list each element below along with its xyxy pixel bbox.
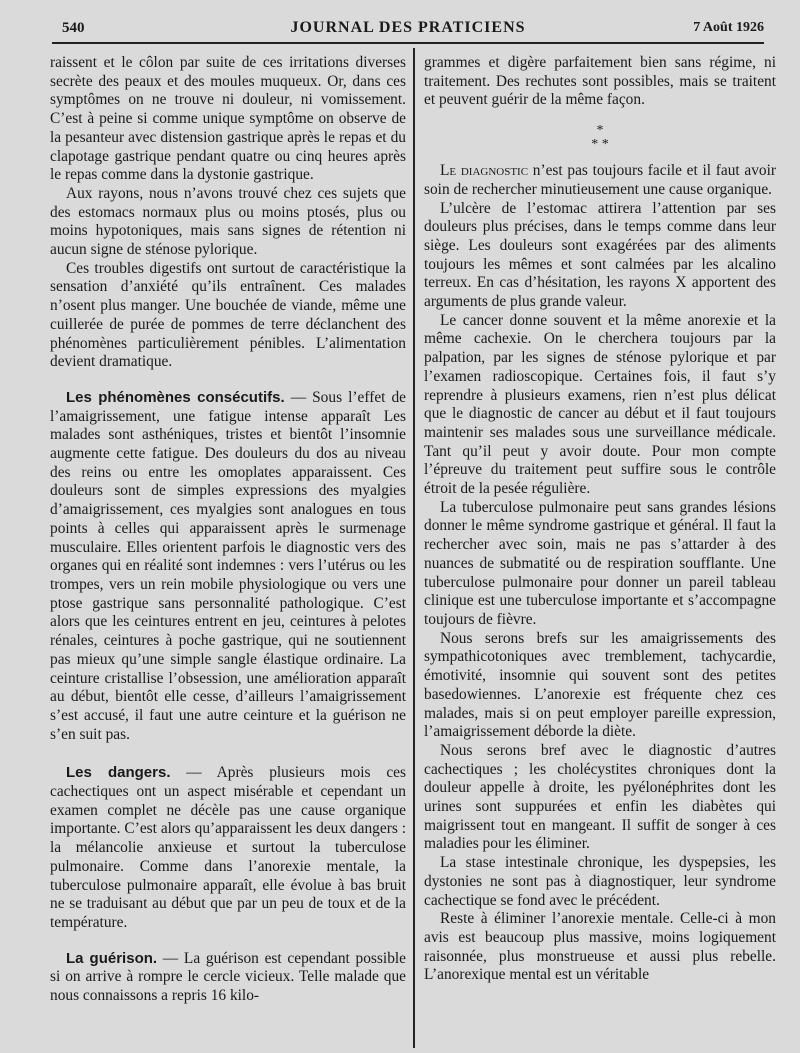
section-lead: Le diagnostic [440, 162, 529, 180]
section-text: — La guérison est cependant possible si on arrive à rompre le cercle vicieux. Telle malade que nous connaissons a repris 16 kilo- [50, 949, 406, 1005]
paragraph: Aux rayons, nous n’avons trouvé chez ces sujets que des estomacs normaux plus ou moins ptosés, plus ou moins hypotoniques, mais sans signes de rétention ni aucun signe de sténose pylorique. [50, 184, 406, 259]
paragraph: raissent et le côlon par suite de ces irritations diverses secrète des peaux et des moules muqueux. Or, dans ces symptômes on ne trouve ni douleur, ni vomissement. C’est à peine si comme unique symptôme on observe de la pesanteur avec distension gastrique après le repas et du clapotage gastrique pendant quatre ou cinq heures après le repas comme dans la dystonie gastrique. [50, 54, 406, 184]
section-text: — Sous l’effet de l’amaigrissement, une fatigue intense apparaît Les malades sont asthéniques, tristes et bientôt l’insomnie augmente cette fatigue. Des douleurs du dos au niveau des reins ou entre les omoplates apparaissent. Ces douleurs sont de simples expressions des myalgies d’amaigrissement, ces myalgies sont analogues en tous points à celles qui apparaissent après le surmenage musculaire. Elles orientent parfois le diagnostic vers des organes qui en réalité sont indemnes : vers l’utérus ou les trompes, vers un rein mobile physiologique ou vers une ptose gastrique sans personnalité pathologique. C’est alors que les ceintures entrent en jeu, ceintures à pelotes rénales, ceintures à poche gastrique, qui ne soutiennent pas mieux qu’une simple sangle élastique ordinaire. La ceinture cristallise l’obsession, une amélioration apparaît au début, bientôt elle cesse, d’ailleurs l’amaigrissement s’est accusé, il faut une autre ceinture et la guérison ne s’en suit pas. [50, 388, 407, 743]
paragraph: L’ulcère de l’estomac attirera l’attention par ses douleurs plus précises, dans le temps comme dans leur siège. Les douleurs sont exagérées par des aliments toujours les mêmes et sont calmées par les alcalino terreux. En cas d’hésitation, les rayons X apportent des arguments de plus grande valeur. [424, 199, 776, 311]
asterism-bottom: * * [591, 137, 609, 153]
left-column [50, 54, 406, 1006]
page-number: 540 [62, 20, 85, 36]
page-header [52, 18, 764, 40]
journal-title: JOURNAL DES PRATICIENS [290, 19, 526, 36]
section-heading: Les dangers. [66, 764, 171, 782]
paragraph: Reste à éliminer l’anorexie mentale. Celle-ci à mon avis est beaucoup plus massive, moins logiquement raisonnée, plus monstrueuse et aussi plus rebelle. L’anorexique mental est un véritable [424, 910, 776, 984]
paragraph: La stase intestinale chronique, les dyspepsies, les dystonies ne sont pas à diagnostiquer, leur syndrome cachectique se fond avec le précédent. [424, 854, 776, 909]
paragraph: Le cancer donne souvent et la même anorexie et la même cachexie. On le cherchera toujours par la palpation, par les signes de sténose pylorique et par l’examen radioscopique. Certaines fois, il faut s’y reprendre à plusieurs examens, rien n’est plus délicat que le diagnostic de cancer au début et il faut toujours maintenir ses malades sous une surveillance médicale. Tant qu’il peut y avoir doute. Pour mon compte l’épreuve du traitement peut suffire sous le contrôle étroit de la pesée régulière. [424, 311, 776, 498]
section-phenomenes-consecutifs [50, 389, 406, 744]
section-guerison [50, 950, 406, 1006]
section-separator-asterism [424, 124, 776, 152]
issue-date: 7 Août 1926 [693, 20, 764, 35]
section-dangers [50, 764, 406, 932]
paragraph: Ces troubles digestifs ont surtout de caractéristique la sensation d’anxiété qu’ils entraînent. Ces malades n’osent plus manger. Une bouchée de viande, même une cuillerée de purée de pommes de terre déclanchent des phénomènes particulièrement pénibles. L’alimentation devient dramatique. [50, 259, 406, 371]
section-heading: La guérison. [66, 949, 158, 967]
column-divider [413, 48, 415, 1048]
section-text: n’est pas toujours facile et il faut avoir soin de rechercher minutieusement une cause organique. [424, 162, 777, 198]
paragraph: Nous serons brefs sur les amaigrissements des sympathicotoniques avec tremblement, tachycardie, émotivité, insomnie qui souvent sont des petites basedowiennes. L’anorexie est fréquente chez ces malades, mais si on peut employer pareille expression, l’amaigrissement déborde la diète. [424, 629, 776, 741]
paragraph: grammes et digère parfaitement bien sans régime, ni traitement. Des rechutes sont possibles, mais se traitent et peuvent guérir de la même façon. [424, 54, 776, 109]
section-text: — Après plusieurs mois ces cachectiques ont un aspect misérable et cependant un examen complet ne décèle pas une cause organique importante. C’est alors qu’apparaissent les deux dangers : la mélancolie anxieuse et surtout la tuberculose pulmonaire. Comme dans l’anorexie mentale, la tuberculose pulmonaire apparaît, elle évolue à bas bruit ne se traduisant au début que par un peu de toux et de la température. [50, 764, 406, 931]
section-diagnostic [424, 162, 776, 199]
header-rule [52, 42, 764, 44]
asterism-top: * [596, 123, 604, 139]
section-heading: Les phénomènes consécutifs. [66, 388, 285, 406]
paragraph: La tuberculose pulmonaire peut sans grandes lésions donner le même syndrome gastrique et général. Il faut la rechercher avec soin, mais ne pas s’attarder à des nuances de submatité ou de respiration soufflante. Une tuberculose pulmonaire pour donner un pareil tableau clinique est une tuberculose importante et s’accompagne toujours de fièvre. [424, 498, 776, 628]
paragraph: Nous serons bref avec le diagnostic d’autres cachectiques ; les cholécystites chroniques dont la douleur appelle à droite, les pyélonéphrites dont les urines sont suppurées et enfin les diabètes qui maigrissent tout en mangeant. Il suffit de songer à ces maladies pour les éliminer. [424, 741, 776, 853]
right-column [424, 54, 776, 985]
